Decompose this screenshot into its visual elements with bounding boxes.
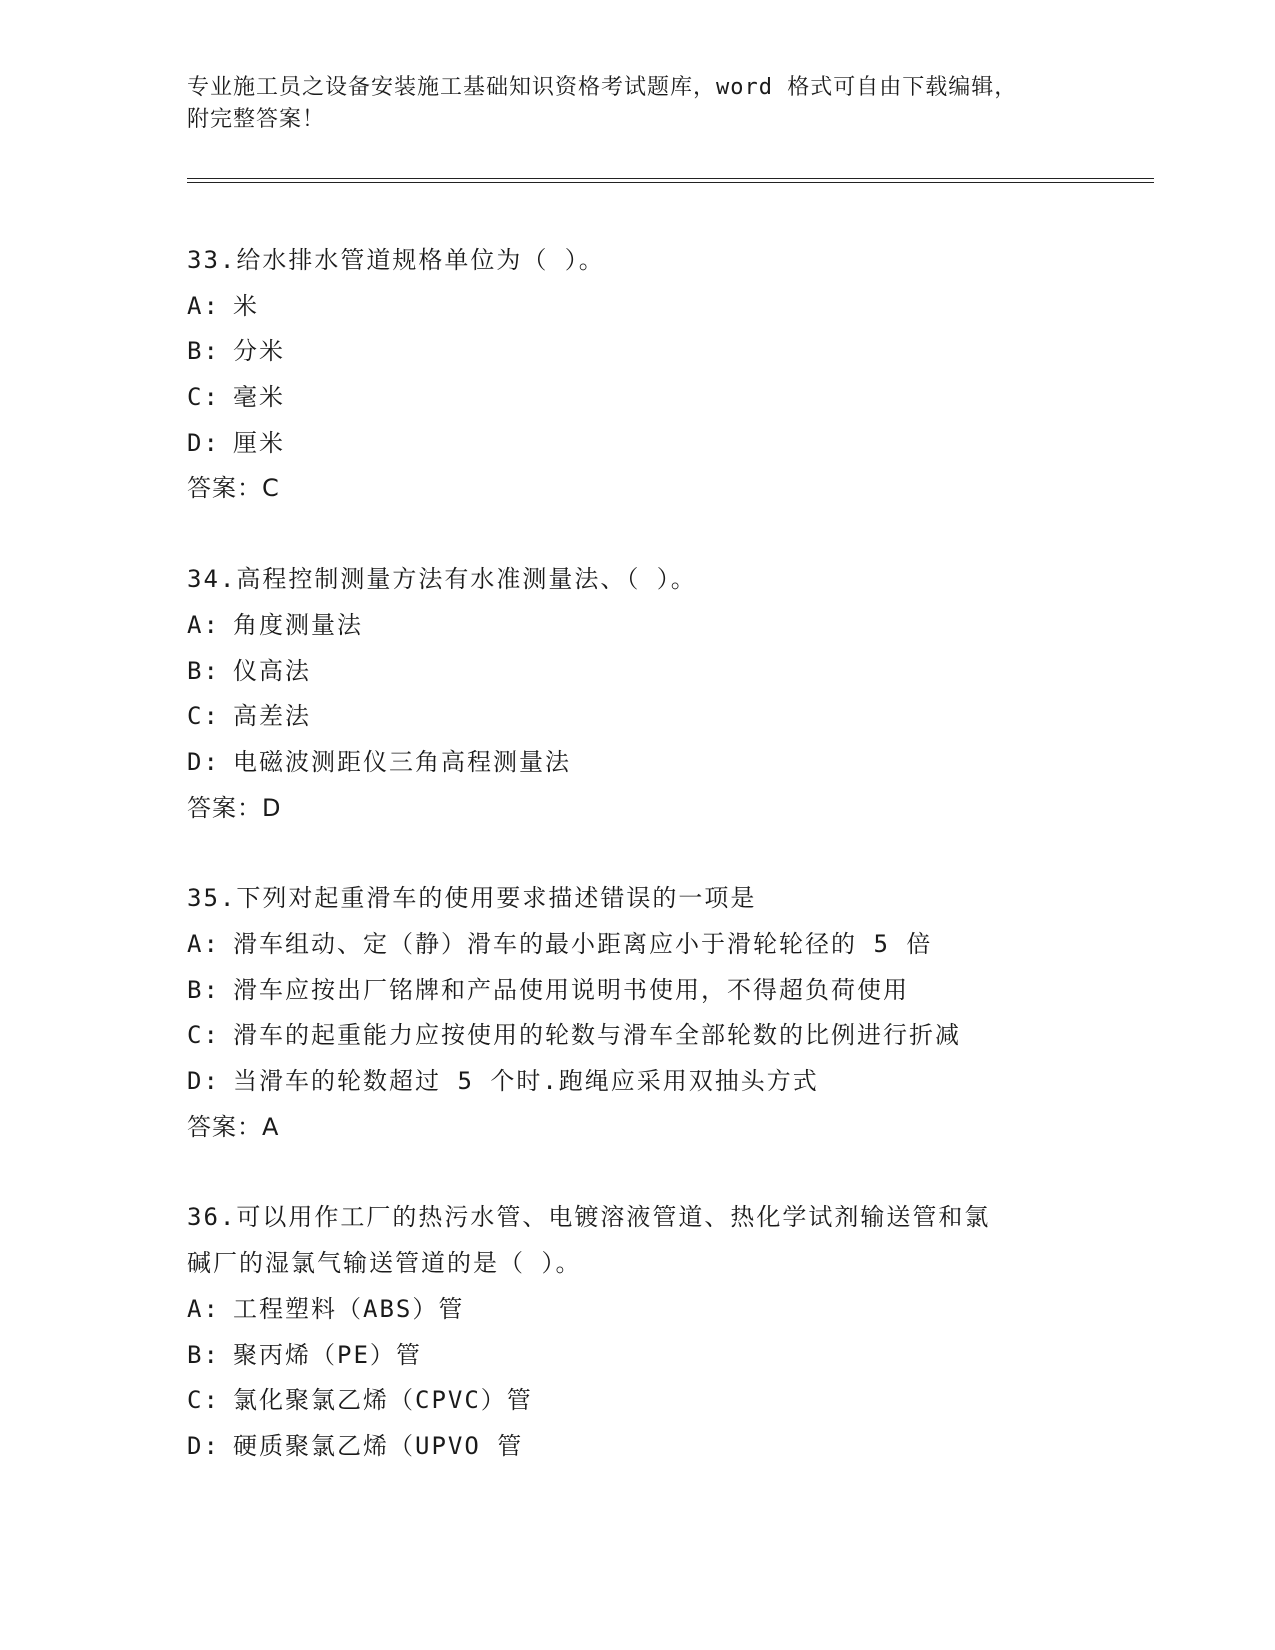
option-b [187,1333,1147,1379]
option-d [187,1424,1147,1470]
option-text: 当滑车的轮数超过 5 个时.跑绳应采用双抽头方式 [233,1067,819,1096]
option-letter: B: [187,656,220,685]
header-line-2: 附完整答案！ [187,107,326,132]
question-stem-line-2: 碱厂的湿氯气输送管道的是（ ）。 [187,1249,582,1278]
option-d [187,421,1147,467]
question-stem-line-1: 36.可以用作工厂的热污水管、电镀溶液管道、热化学试剂输送管和氯 [187,1203,991,1232]
option-text: 工程塑料（ABS）管 [233,1294,465,1323]
option-letter: C: [187,383,220,412]
option-text: 硬质聚氯乙烯（UPVO 管 [233,1431,524,1460]
option-text: 米 [233,291,259,320]
option-letter: D: [187,1067,220,1096]
option-c [187,1013,1147,1059]
question-stem: 34.高程控制测量方法有水准测量法、（ ）。 [187,565,697,594]
option-a [187,1287,1147,1333]
question-34 [187,557,1147,831]
question-33 [187,238,1147,512]
answer-line: 答案：A [187,1112,280,1141]
option-text: 滑车应按出厂铭牌和产品使用说明书使用，不得超负荷使用 [233,975,909,1004]
answer-line: 答案：D [187,793,282,822]
question-list [187,238,1147,1515]
option-text: 分米 [233,337,285,366]
header-divider-top [187,178,1154,179]
option-text: 厘米 [233,428,285,457]
option-text: 聚丙烯（PE）管 [233,1340,422,1369]
question-stem: 33.给水排水管道规格单位为（ ）。 [187,246,605,274]
option-a [187,284,1147,330]
option-text: 毫米 [233,383,285,412]
option-letter: A: [187,610,220,639]
option-text: 仪高法 [233,656,311,685]
option-letter: C: [187,702,220,731]
option-a [187,922,1147,968]
question-36 [187,1195,1147,1469]
option-b [187,649,1147,695]
option-c [187,694,1147,740]
option-c [187,1378,1147,1424]
document-header [187,72,1087,136]
option-letter: B: [187,337,220,366]
option-text: 角度测量法 [233,610,363,639]
option-letter: D: [187,747,220,776]
answer-line: 答案：C [187,474,280,503]
option-text: 电磁波测距仪三角高程测量法 [233,747,571,776]
option-letter: D: [187,1431,220,1460]
option-c [187,375,1147,421]
option-letter: A: [187,929,220,958]
option-text: 高差法 [233,702,311,731]
option-a [187,603,1147,649]
header-divider-bottom [187,182,1154,183]
option-letter: A: [187,1294,220,1323]
option-d [187,1059,1147,1105]
option-d [187,740,1147,786]
header-line-1: 专业施工员之设备安装施工基础知识资格考试题库，word 格式可自由下载编辑， [187,75,1018,100]
option-b [187,968,1147,1014]
option-b [187,329,1147,375]
option-letter: A: [187,291,220,320]
question-stem: 35.下列对起重滑车的使用要求描述错误的一项是 [187,884,757,913]
option-letter: B: [187,1340,220,1369]
option-letter: C: [187,1386,220,1415]
option-text: 滑车组动、定（静）滑车的最小距离应小于滑轮轮径的 5 倍 [233,929,933,958]
option-letter: B: [187,975,220,1004]
option-text: 滑车的起重能力应按使用的轮数与滑车全部轮数的比例进行折减 [233,1021,961,1050]
option-letter: C: [187,1021,220,1050]
option-text: 氯化聚氯乙烯（CPVC）管 [233,1386,533,1415]
option-letter: D: [187,428,220,457]
question-35 [187,876,1147,1150]
